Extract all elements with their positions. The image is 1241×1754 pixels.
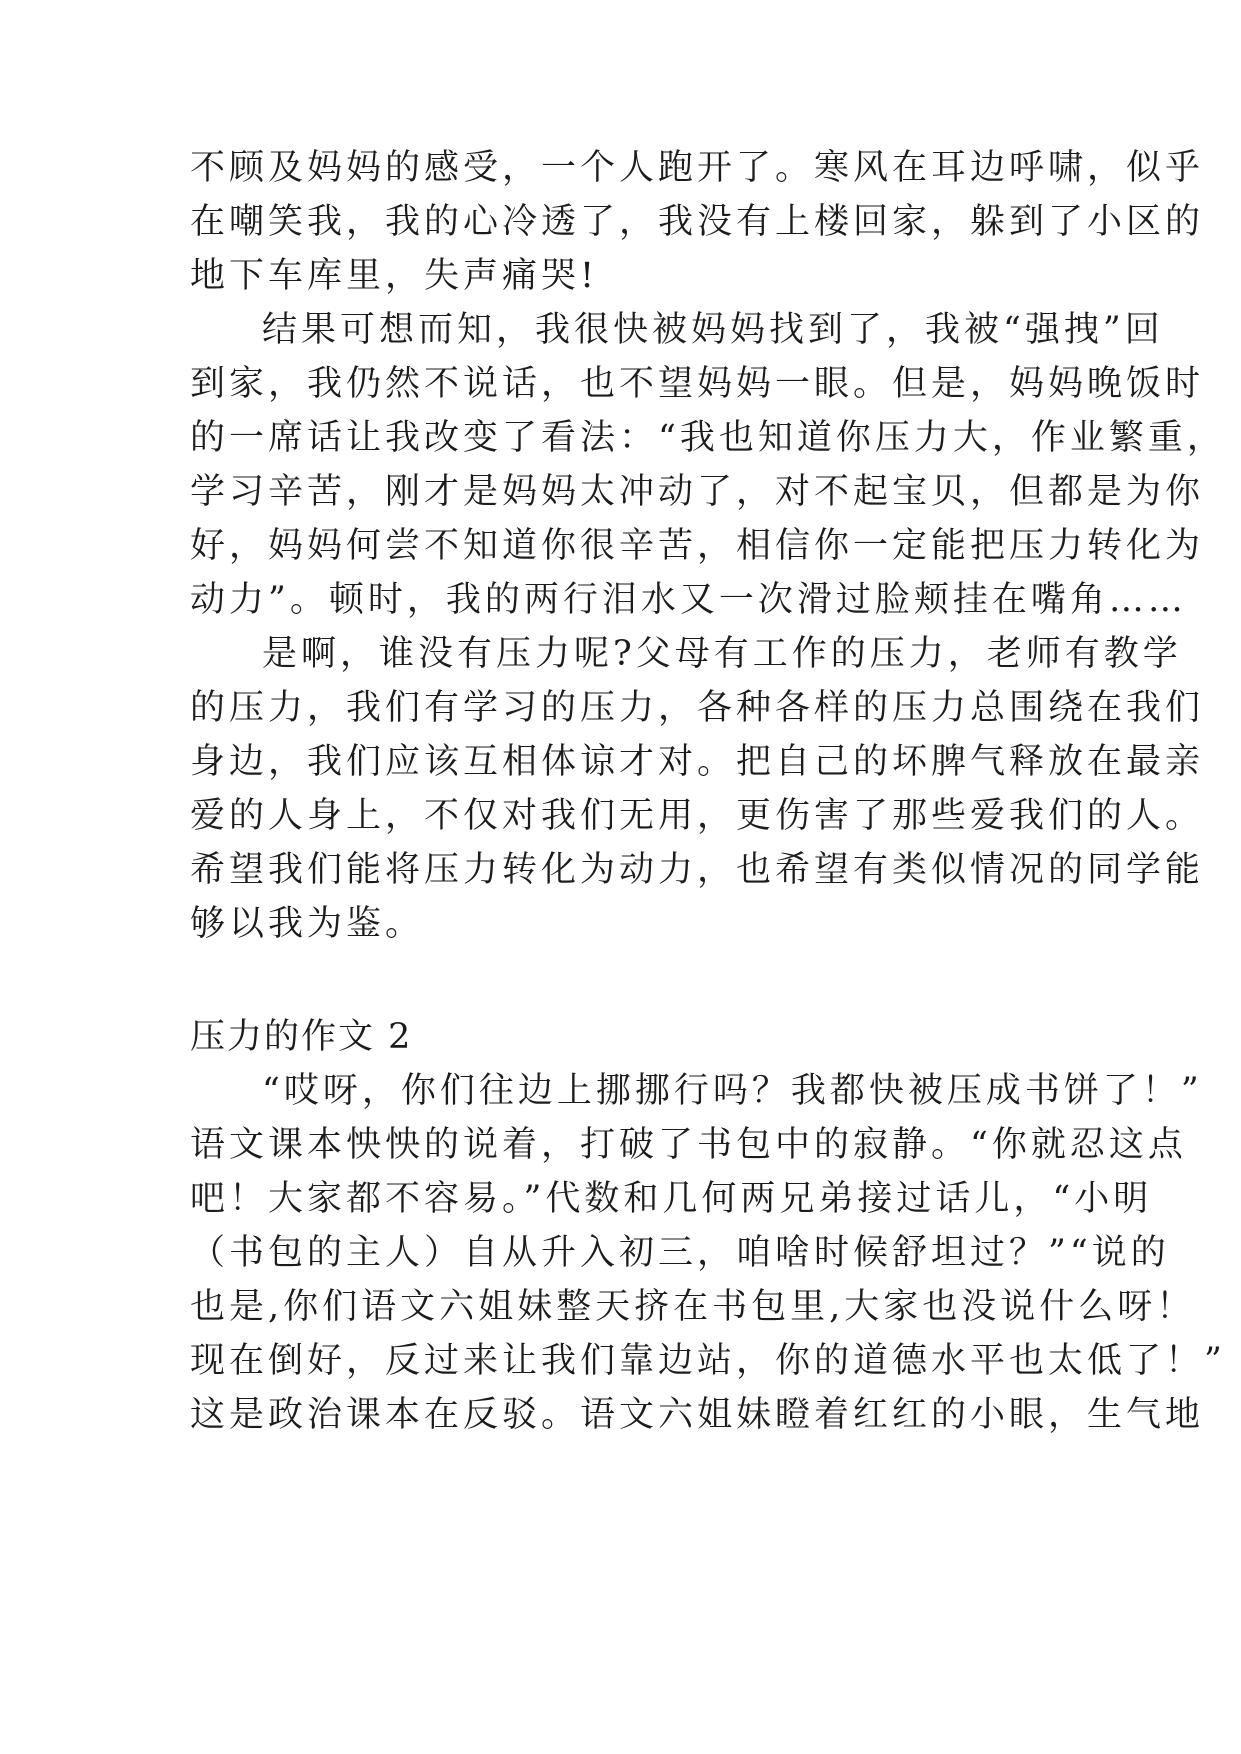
text-line: 在嘲笑我，我的心冷透了，我没有上楼回家，躲到了小区的 bbox=[190, 202, 1205, 242]
text-line: 不顾及妈妈的感受，一个人跑开了。寒风在耳边呼啸，似乎 bbox=[190, 148, 1205, 188]
paragraph-start-line: “哎呀，你们往边上挪挪行吗？我都快被压成书饼了！” bbox=[262, 1071, 1203, 1111]
text-line: 学习辛苦，刚才是妈妈太冲动了，对不起宝贝，但都是为你 bbox=[190, 472, 1205, 512]
text-line: 身边，我们应该互相体谅才对。把自己的坏脾气释放在最亲 bbox=[190, 742, 1205, 782]
text-line: （书包的主人）自从升入初三，咱啥时候舒坦过？”“说的 bbox=[190, 1233, 1170, 1273]
text-line: 够以我为鉴。 bbox=[190, 904, 425, 944]
text-line: 动力”。顿时，我的两行泪水又一次滑过脸颊挂在嘴角…… bbox=[190, 580, 1187, 620]
text-line: 吧！大家都不容易。”代数和几何两兄弟接过话儿，“小明 bbox=[190, 1179, 1153, 1219]
text-line: 到家，我仍然不说话，也不望妈妈一眼。但是，妈妈晚饭时 bbox=[190, 364, 1205, 404]
text-line: 的压力，我们有学习的压力，各种各样的压力总围绕在我们 bbox=[190, 688, 1205, 728]
text-line: 这是政治课本在反驳。语文六姐妹瞪着红红的小眼，生气地 bbox=[190, 1395, 1205, 1435]
text-line: 希望我们能将压力转化为动力，也希望有类似情况的同学能 bbox=[190, 850, 1205, 890]
text-line: 好，妈妈何尝不知道你很辛苦，相信你一定能把压力转化为 bbox=[190, 526, 1205, 566]
text-line: 爱的人身上，不仅对我们无用，更伤害了那些爱我们的人。 bbox=[190, 796, 1205, 836]
section-heading: 压力的作文 2 bbox=[190, 1017, 413, 1057]
paragraph-start-line: 是啊，谁没有压力呢?父母有工作的压力，老师有教学 bbox=[262, 634, 1182, 674]
document-page bbox=[190, 0, 1226, 1754]
text-line: 现在倒好，反过来让我们靠边站，你的道德水平也太低了！” bbox=[190, 1341, 1226, 1381]
text-line: 的一席话让我改变了看法：“我也知道你压力大，作业繁重， bbox=[190, 418, 1226, 458]
text-line: 语文课本怏怏的说着，打破了书包中的寂静。“你就忍这点 bbox=[190, 1125, 1187, 1165]
paragraph-start-line: 结果可想而知，我很快被妈妈找到了，我被“强拽”回 bbox=[262, 310, 1164, 350]
text-line: 也是,你们语文六姐妹整天挤在书包里,大家也没说什么呀！ bbox=[190, 1287, 1196, 1327]
text-line: 地下车库里，失声痛哭! bbox=[190, 256, 599, 296]
